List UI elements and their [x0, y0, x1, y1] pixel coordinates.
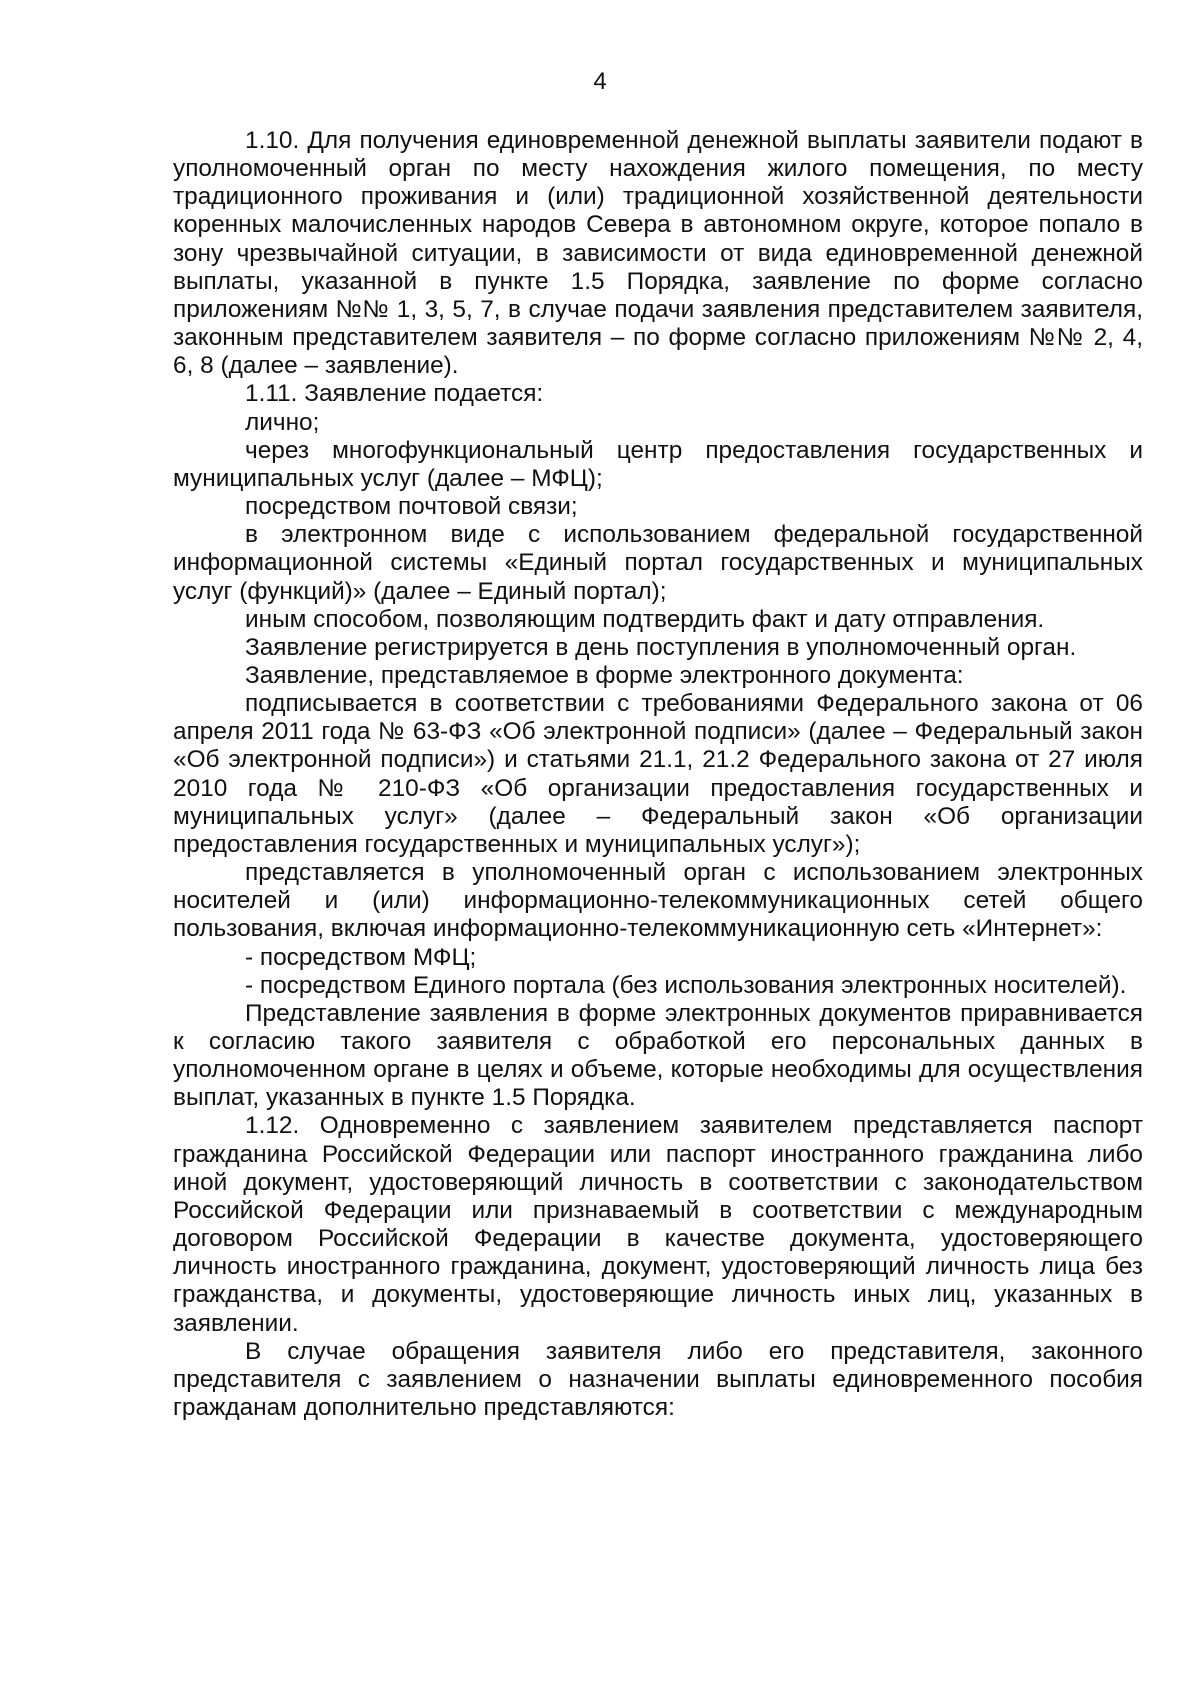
paragraph-1-12: 1.12. Одновременно с заявлением заявителем представляется паспорт гражданина Российской Федерации или паспорт иностранного гражданина либо иной документ, удостоверяющий личность в соответствии с законодательством Российской Федерации или признаваемый в соответствии с международным договором Российской Федерации в качестве документа, удостоверяющего личность иностранного гражданина, документ, удостоверяющий личность лица без гражданства, и документы, удостоверяющие личность иных лиц, указанных в заявлении. [173, 1112, 1143, 1337]
paragraph-submission-channels: представляется в уполномоченный орган с использованием электронных носителей и (или) информационно-телекоммуникационных сетей общего пользования, включая информационно-телекоммуникационную сеть «Интернет»: [173, 859, 1143, 943]
list-item-electronic: в электронном виде с использованием федеральной государственной информационной системы «Единый портал государственных и муниципальных услуг (функций)» (далее – Единый портал); [173, 521, 1143, 605]
paragraph-signature: подписывается в соответствии с требованиями Федерального закона от 06 апреля 2011 года № 63-ФЗ «Об электронной подписи» (далее – Федеральный закон «Об электронной подписи») и статьями 21.1, 21.2 Федерального закона от 27 июля 2010 года № 210-ФЗ «Об организации предоставления государственных и муниципальных услуг» (далее – Федеральный закон «Об организации предоставления государственных и муниципальных услуг»); [173, 690, 1143, 858]
paragraph-1-10: 1.10. Для получения единовременной денежной выплаты заявители подают в уполномоченный орган по месту нахождения жилого помещения, по месту традиционного проживания и (или) традиционной хозяйственной деятельности коренных малочисленных народов Севера в автономном округе, которое попало в зону чрезвычайной ситуации, в зависимости от вида единовременной денежной выплаты, указанной в пункте 1.5 Порядка, заявление по форме согласно приложениям №№ 1, 3, 5, 7, в случае подачи заявления представителем заявителя, законным представителем заявителя – по форме согласно приложениям №№ 2, 4, 6, 8 (далее – заявление). [173, 127, 1143, 380]
list-item-other-method: иным способом, позволяющим подтвердить факт и дату отправления. [245, 605, 1045, 633]
list-item-postal: посредством почтовой связи; [245, 493, 578, 521]
paragraph-1-11: 1.11. Заявление подается: [245, 380, 544, 408]
list-item-via-mfc: - посредством МФЦ; [245, 943, 477, 971]
list-item-in-person: лично; [245, 408, 320, 436]
paragraph-electronic-document: Заявление, представляемое в форме электронного документа: [245, 661, 964, 689]
document-body [173, 127, 1143, 1422]
paragraph-consent: Представление заявления в форме электронных документов приравнивается к согласию такого заявителя с обработкой его персональных данных в уполномоченном органе в целях и объеме, которые необходимы для осуществления выплат, указанных в пункте 1.5 Порядка. [173, 999, 1143, 1112]
list-item-mfc: через многофункциональный центр предоставления государственных и муниципальных услуг (далее – МФЦ); [173, 436, 1143, 492]
paragraph-additional-documents: В случае обращения заявителя либо его представителя, законного представителя с заявлением о назначении выплаты единовременного пособия гражданам дополнительно представляются: [173, 1337, 1143, 1422]
list-item-via-portal: - посредством Единого портала (без использования электронных носителей). [245, 971, 1127, 999]
paragraph-registration: Заявление регистрируется в день поступления в уполномоченный орган. [245, 633, 1077, 661]
page-number: 4 [593, 68, 607, 95]
